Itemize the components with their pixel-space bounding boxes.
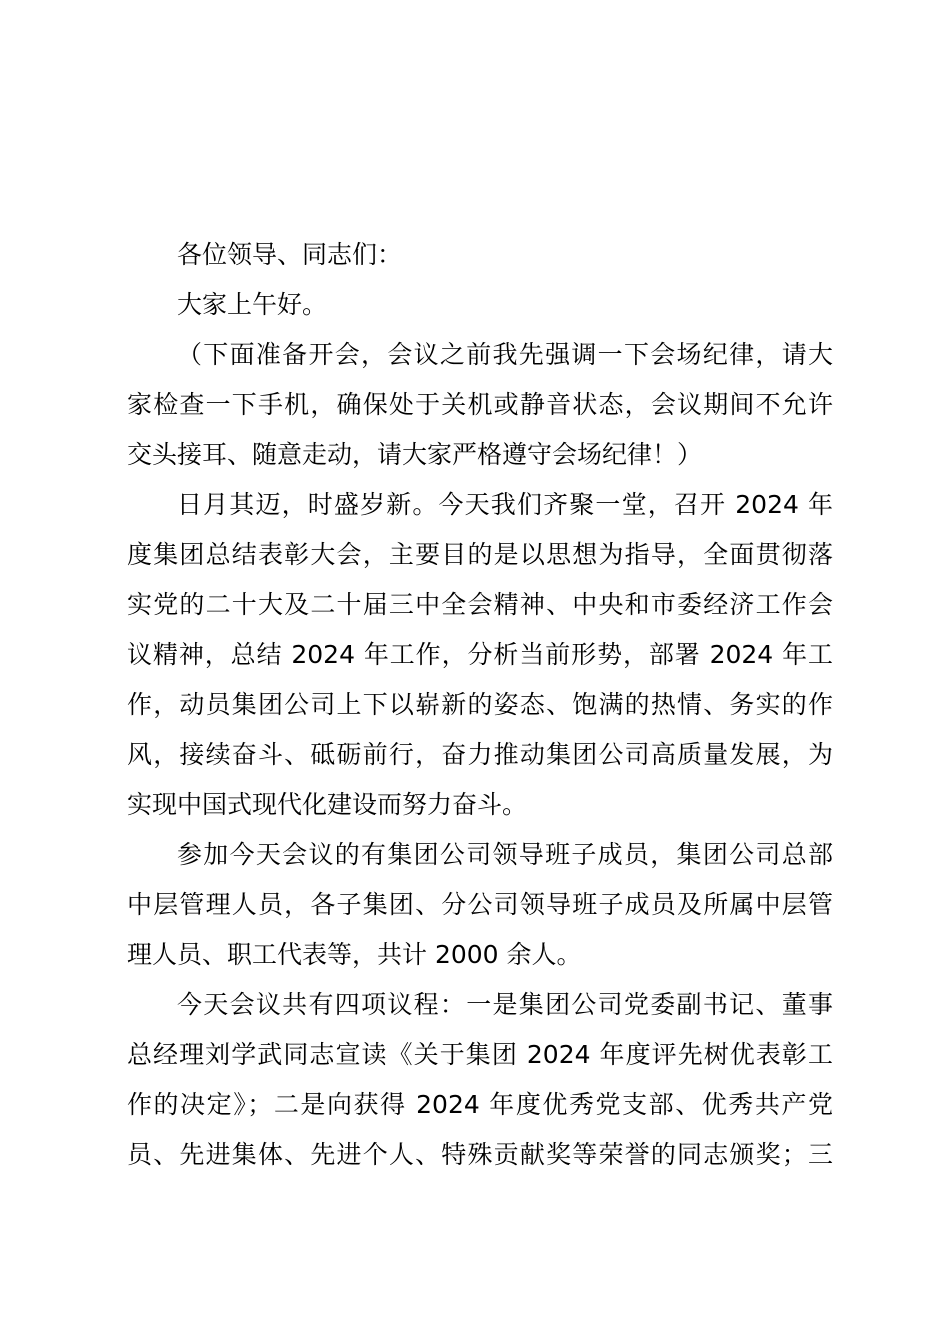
paragraph-line: （下面准备开会，会议之前我先强调一下会场纪律，请大: [177, 340, 833, 369]
paragraph-line: 实现中国式现代化建设而努力奋斗。: [127, 790, 528, 819]
paragraph-line: 实党的二十大及二十届三中全会精神、中央和市委经济工作会: [127, 590, 833, 619]
document-body: [127, 230, 833, 1180]
paragraph-line: 作的决定》；二是向获得 2024 年度优秀党支部、优秀共产党: [127, 1090, 833, 1119]
greeting: 大家上午好。: [177, 290, 328, 319]
paragraph-line: 参加今天会议的有集团公司领导班子成员，集团公司总部: [177, 840, 833, 869]
paragraph-line: 日月其迈，时盛岁新。今天我们齐聚一堂，召开 2024 年: [177, 490, 833, 519]
paragraph-line: 中层管理人员，各子集团、分公司领导班子成员及所属中层管: [127, 890, 833, 919]
paragraph-line: 交头接耳、随意走动，请大家严格遵守会场纪律！）: [127, 440, 703, 469]
paragraph-line: 今天会议共有四项议程：一是集团公司党委副书记、董事: [177, 990, 833, 1019]
paragraph-line: 员、先进集体、先进个人、特殊贡献奖等荣誉的同志颁奖；三: [127, 1140, 833, 1169]
paragraph-line: 理人员、职工代表等，共计 2000 余人。: [127, 940, 582, 969]
paragraph-line: 风，接续奋斗、砥砺前行，奋力推动集团公司高质量发展，为: [127, 740, 833, 769]
salutation: 各位领导、同志们：: [177, 240, 403, 269]
paragraph-line: 议精神，总结 2024 年工作，分析当前形势，部署 2024 年工: [127, 640, 833, 669]
paragraph-line: 总经理刘学武同志宣读《关于集团 2024 年度评先树优表彰工: [127, 1040, 833, 1069]
paragraph-line: 家检查一下手机，确保处于关机或静音状态，会议期间不允许: [127, 390, 833, 419]
paragraph-line: 作，动员集团公司上下以崭新的姿态、饱满的热情、务实的作: [127, 690, 833, 719]
paragraph-line: 度集团总结表彰大会，主要目的是以思想为指导，全面贯彻落: [127, 540, 833, 569]
